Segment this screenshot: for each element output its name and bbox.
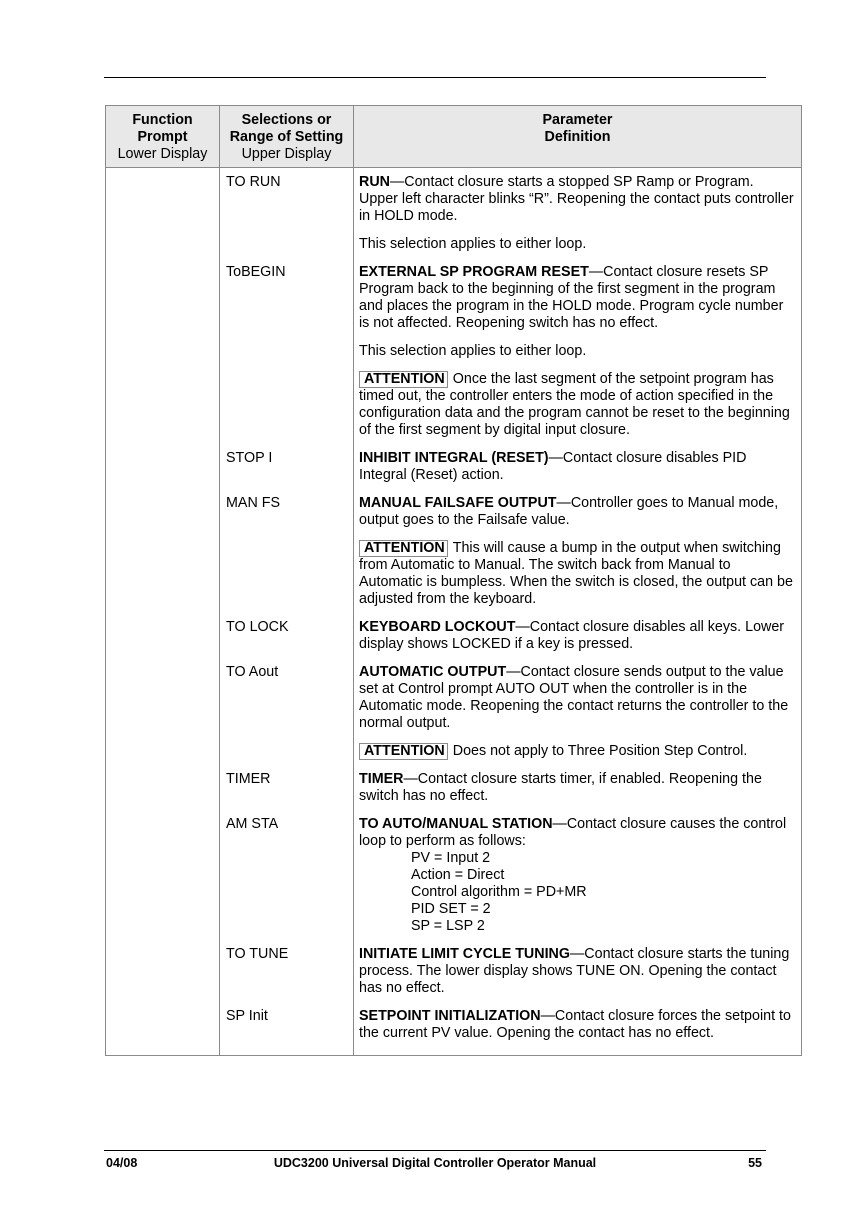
function-prompt-cell (106, 1008, 220, 1056)
page-number: 55 (748, 1156, 762, 1170)
function-prompt-cell (106, 264, 220, 450)
definition-text: EXTERNAL SP PROGRAM RESET—Contact closure resets SP Program back to the beginning of the first segment in the program and places the program in the HOLD mode. Program cycle number is not affected. Reopening switch has no effect. (359, 264, 784, 331)
selection-cell: STOP I (220, 450, 354, 495)
list-item: PID SET = 2 (411, 901, 491, 917)
table-row (106, 450, 802, 495)
selection-cell: SP Init (220, 1008, 354, 1056)
selection-cell: AM STA (220, 816, 354, 946)
definition-cell (354, 264, 802, 450)
header-rule (104, 77, 766, 78)
definition-text: INHIBIT INTEGRAL (RESET)—Contact closure disables PID Integral (Reset) action. (359, 450, 747, 483)
definition-cell (354, 664, 802, 771)
selection-cell: TO RUN (220, 168, 354, 265)
function-prompt-cell (106, 450, 220, 495)
function-prompt-cell (106, 771, 220, 816)
definition-note: This selection applies to either loop. (359, 236, 587, 252)
header-selections: Selections or Range of Setting Upper Display (220, 106, 354, 168)
definition-cell (354, 495, 802, 619)
table-row (106, 771, 802, 816)
table-row (106, 619, 802, 664)
list-item: Action = Direct (411, 867, 505, 883)
footer-rule (104, 1150, 766, 1151)
function-prompt-cell (106, 168, 220, 265)
definition-text: KEYBOARD LOCKOUT—Contact closure disables all keys. Lower display shows LOCKED if a key is pressed. (359, 619, 785, 652)
definition-text: SETPOINT INITIALIZATION—Contact closure forces the setpoint to the current PV value. Opening the contact has no effect. (359, 1008, 791, 1041)
definition-text: RUN—Contact closure starts a stopped SP Ramp or Program. Upper left character blinks “R”. Reopening the contact puts controller in HOLD mode. (359, 174, 794, 224)
attention-label: ATTENTION (359, 540, 448, 557)
table-row (106, 946, 802, 1008)
selection-cell: MAN FS (220, 495, 354, 619)
table-row (106, 664, 802, 771)
header-function-prompt: Function Prompt Lower Display (106, 106, 220, 168)
function-prompt-cell (106, 619, 220, 664)
attention-note: ATTENTION Once the last segment of the setpoint program has timed out, the controller enters the mode of action specified in the configuration data and the program cannot be reset to the beginning of the first segment by digital input closure. (359, 371, 790, 438)
definition-text: AUTOMATIC OUTPUT—Contact closure sends output to the value set at Control prompt AUTO OUT when the controller is in the Automatic mode. Reopening the contact returns the controller to the normal output. (359, 664, 789, 731)
footer-date: 04/08 (106, 1156, 138, 1170)
table-row (106, 816, 802, 946)
function-prompt-cell (106, 946, 220, 1008)
selection-cell: TO LOCK (220, 619, 354, 664)
selection-cell: TIMER (220, 771, 354, 816)
definition-note: This selection applies to either loop. (359, 343, 587, 359)
attention-label: ATTENTION (359, 371, 448, 388)
selection-cell: TO TUNE (220, 946, 354, 1008)
selection-cell: TO Aout (220, 664, 354, 771)
definition-text: MANUAL FAILSAFE OUTPUT—Controller goes to Manual mode, output goes to the Failsafe value. (359, 495, 779, 528)
list-item: PV = Input 2 (411, 850, 491, 866)
parameter-table (105, 105, 802, 1056)
definition-cell (354, 946, 802, 1008)
table-row (106, 495, 802, 619)
table-header-row (106, 106, 802, 168)
list-item: SP = LSP 2 (411, 918, 485, 934)
header-parameter-definition: Parameter Definition (354, 106, 802, 168)
function-prompt-cell (106, 816, 220, 946)
function-prompt-cell (106, 495, 220, 619)
table-row (106, 1008, 802, 1056)
function-prompt-cell (106, 664, 220, 771)
selection-cell: ToBEGIN (220, 264, 354, 450)
table-row (106, 264, 802, 450)
attention-label: ATTENTION (359, 743, 448, 760)
attention-note: ATTENTION Does not apply to Three Position Step Control. (359, 743, 795, 760)
footer-title: UDC3200 Universal Digital Controller Operator Manual (273, 1156, 597, 1170)
table-row (106, 168, 802, 265)
definition-cell (354, 816, 802, 946)
definition-cell (354, 619, 802, 664)
definition-text: INITIATE LIMIT CYCLE TUNING—Contact closure starts the tuning process. The lower display shows TUNE ON. Opening the contact has no effect. (359, 946, 790, 996)
definition-cell (354, 450, 802, 495)
definition-cell (354, 771, 802, 816)
definition-cell (354, 1008, 802, 1056)
definition-text: TIMER—Contact closure starts timer, if enabled. Reopening the switch has no effect. (359, 771, 762, 804)
attention-note: ATTENTION This will cause a bump in the output when switching from Automatic to Manual. The switch back from Manual to Automatic is bumpless. When the switch is closed, the output can be adjusted from the keyboard. (359, 540, 793, 607)
list-item: Control algorithm = PD+MR (411, 884, 587, 900)
definition-text: TO AUTO/MANUAL STATION—Contact closure causes the control loop to perform as follows: PV = Input 2 Action = Direct Control algorithm = PD+MR PID SET = 2 SP = LSP 2 (359, 816, 795, 935)
definition-cell (354, 168, 802, 265)
